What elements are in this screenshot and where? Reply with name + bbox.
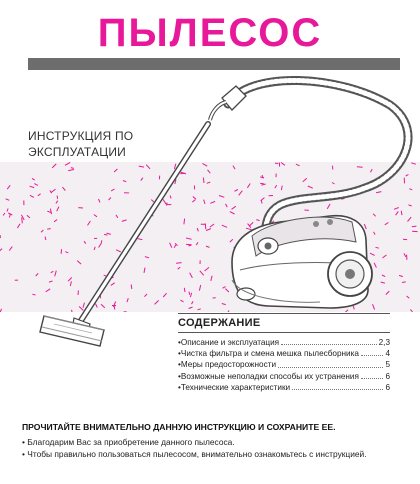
toc-item[interactable] bbox=[178, 348, 390, 359]
toc-leader-dots bbox=[281, 343, 377, 345]
contents-rule bbox=[178, 332, 390, 333]
toc-leader-dots bbox=[361, 354, 383, 356]
toc-item[interactable] bbox=[178, 359, 390, 370]
manual-title-line2: ЭКСПЛУАТАЦИИ bbox=[28, 145, 126, 159]
notice-line: • Чтобы правильно пользоваться пылесосом, внимательно ознакомьтесь с инструкцией. bbox=[22, 449, 367, 459]
notice-block bbox=[22, 422, 412, 460]
toc-item[interactable] bbox=[178, 382, 390, 393]
toc-leader-dots bbox=[278, 366, 383, 368]
notice-line: • Благодарим Вас за приобретение данного пылесоса. bbox=[22, 437, 235, 447]
notice-heading: ПРОЧИТАЙТЕ ВНИМАТЕЛЬНО ДАННУЮ ИНСТРУКЦИЮ И СОХРАНИТЕ ЕЕ. bbox=[22, 422, 336, 432]
toc-leader-dots bbox=[361, 377, 384, 379]
toc-item-label: •Технические характеристики bbox=[178, 382, 291, 392]
manual-title-line1: ИНСТРУКЦИЯ ПО bbox=[28, 129, 134, 143]
contents-heading: СОДЕРЖАНИЕ bbox=[178, 317, 261, 329]
toc-item-label: •Описание и эксплуатация bbox=[178, 338, 280, 347]
toc-item-page: 4 bbox=[385, 349, 390, 359]
toc-item-page: 6 bbox=[385, 382, 390, 392]
toc-item-page: 5 bbox=[385, 360, 390, 370]
toc-item-label: •Чистка фильтра и смена мешка пылесборника bbox=[178, 349, 359, 359]
toc-leader-dots bbox=[292, 388, 383, 390]
toc-item-label: •Возможные неполадки способы их устранения bbox=[178, 371, 359, 381]
contents-rule-top bbox=[178, 313, 390, 314]
toc-item-page: 6 bbox=[385, 371, 390, 381]
document-title: ПЫЛЕСОС bbox=[97, 11, 323, 55]
table-of-contents bbox=[178, 313, 390, 393]
toc-item-label: •Меры предосторожности bbox=[178, 360, 277, 370]
toc-item[interactable] bbox=[178, 337, 390, 348]
toc-item[interactable] bbox=[178, 371, 390, 382]
toc-item-page: 2,3 bbox=[378, 338, 390, 347]
